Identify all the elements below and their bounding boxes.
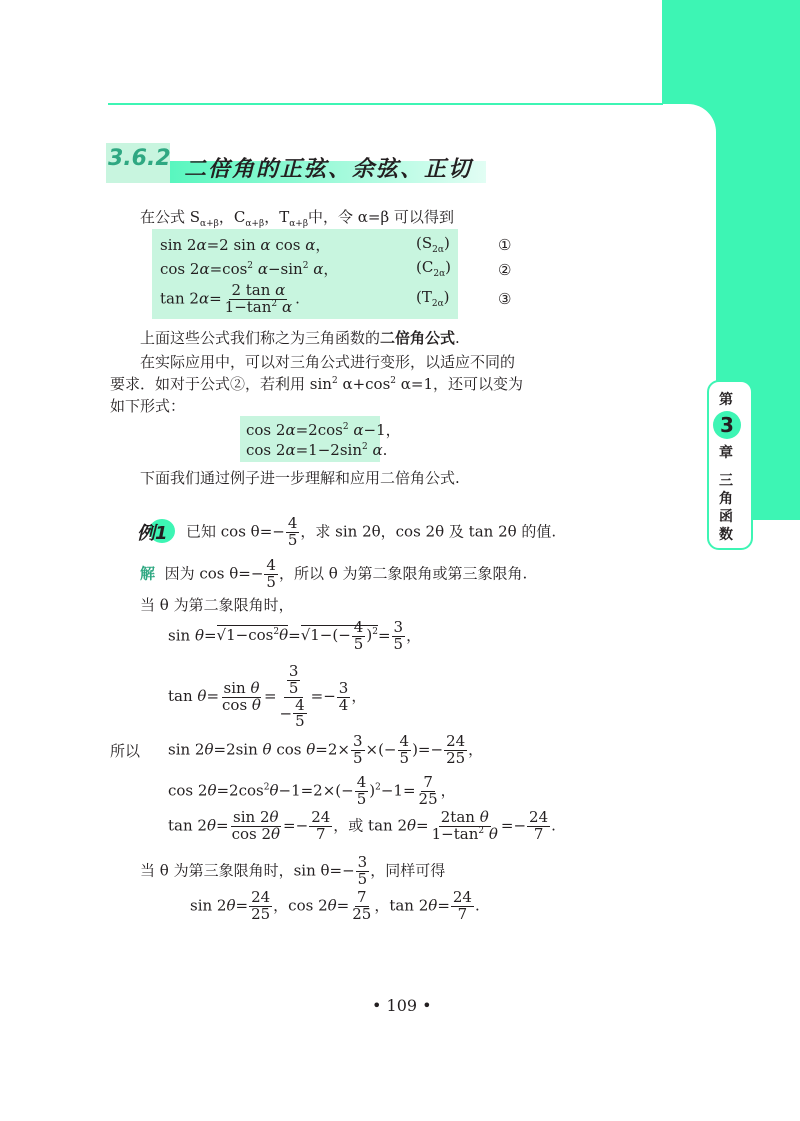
label-t-close: ) — [443, 288, 450, 306]
tan-theta-calc: tan θ= $\frac{\text{sin θ}}{\text{cos θ}}$ = $\frac{3}{5}$ − $\frac{4}{5}$ =− $\frac{3}{4}$ ， — [168, 662, 367, 731]
sol-line1-pre: 因为 cos θ=− — [164, 564, 264, 583]
intro-c-sub: α+β — [245, 219, 265, 229]
intro-prefix: 在公式 S — [140, 208, 201, 226]
example-text-post: ，求 sin 2θ，cos 2θ 及 tan 2θ 的值. — [300, 522, 557, 541]
page-number: • 109 • — [372, 996, 432, 1015]
case3-pre: 当 θ 为第三象限角时，sin θ=− — [140, 861, 355, 880]
p1-bold-term: 二倍角公式 — [380, 329, 456, 347]
paragraph-definition — [140, 327, 460, 348]
chapter-zhang: 章 — [719, 445, 733, 461]
solution-label: 解 — [140, 564, 156, 583]
p2-c: α=1，还可以变为 — [396, 375, 524, 393]
intro-c: ，C — [218, 208, 246, 226]
chapter-title-char-4: 数 — [719, 527, 733, 543]
paragraph-application-line1: 在实际应用中，可以对三角公式进行变形，以适应不同的 — [140, 353, 516, 371]
label-c-sub: 2α — [433, 269, 446, 279]
intro-suffix: 中，令 α=β 可以得到 — [308, 208, 454, 226]
formula-sin: sin 2α=2 sin α cos α， — [160, 236, 331, 254]
paragraph-application-line2 — [110, 373, 523, 394]
p2-b: α+cos — [337, 375, 391, 393]
label-s-close: ) — [443, 234, 450, 252]
p1-prefix: 上面这些公式我们称之为三角函数的 — [140, 329, 381, 347]
label-s: (S — [416, 234, 433, 252]
example-statement — [186, 516, 556, 549]
frac-4-5: $\frac{4}{5}$ — [287, 514, 298, 549]
formula-tan: tan 2α= $\frac{\text{2 tan α}}{1-\tan^2 \alpha}$ . — [160, 281, 300, 316]
example-badge: 例1 — [137, 523, 168, 544]
label-t-sub: 2α — [431, 299, 444, 309]
paragraph-application-line3: 如下形式： — [110, 397, 186, 415]
marker-2: ② — [498, 261, 512, 279]
label-c2a — [416, 258, 451, 279]
tan-2theta-calc: tan 2θ= $\frac{\sin 2\theta}{\cos 2\theta}$ =− $\frac{24}{7}$ ，或 tan 2θ= $\frac{\text{2tan θ}}{1-\tan^2 \theta}$ =− $\frac{24}{7}$ . — [168, 808, 556, 843]
sin-theta-calc: $\sin \theta=√1-\cos^2\theta=√1-(-$ $\frac{4}{5}$ )$^2$= $\frac{3}{5}$ ， — [168, 618, 422, 653]
marker-1: ① — [498, 236, 512, 254]
chapter-title-char-2: 角 — [719, 491, 733, 507]
chapter-title-char-1: 三 — [719, 473, 733, 489]
marker-3: ③ — [498, 290, 512, 308]
frac-4-5-b: $\frac{4}{5}$ — [266, 556, 276, 591]
paragraph-transition: 下面我们通过例子进一步理解和应用二倍角公式. — [140, 469, 460, 487]
label-s2a — [416, 234, 450, 255]
case-third-quadrant — [140, 855, 445, 888]
case-second-quadrant: 当 θ 为第二象限角时， — [140, 596, 294, 614]
top-rule — [108, 103, 663, 105]
chapter-title-char-3: 函 — [719, 509, 733, 525]
formula-cos: $\cos 2\alpha=\cos^2$ $\alpha-\sin^2$ α， — [160, 260, 339, 278]
third-quadrant-results: sin 2θ= $\frac{24}{25}$ ，cos 2θ= $\frac{7}{25}$ ，tan 2θ= $\frac{24}{7}$ . — [190, 888, 480, 923]
p2-a: 要求．如对于公式②，若利用 sin — [110, 375, 332, 393]
intro-t: ，T — [264, 208, 290, 226]
example-text-pre: 已知 cos θ=− — [186, 522, 285, 541]
p2-sup-b: 2 — [390, 376, 397, 386]
sin-2theta-calc: sin 2θ=2sin θ cos θ=2× $\frac{3}{5}$ ×(− $\frac{4}{5}$ )=− $\frac{24}{25}$ ， — [168, 732, 484, 767]
label-c-close: ) — [445, 258, 452, 276]
intro-line — [140, 206, 454, 229]
frac-3-5: $\frac{3}{5}$ — [357, 853, 368, 888]
label-s-sub: 2α — [432, 245, 444, 255]
case3-post: ，同样可得 — [370, 861, 446, 880]
chapter-di: 第 — [719, 392, 733, 408]
cos-2theta-calc: $\cos 2\theta=2\cos^2\theta-1=2\times(-$ $\frac{4}{5}$ )$^2$−1= $\frac{7}{25}$ ， — [168, 773, 456, 808]
section-title: 二倍角的正弦、余弦、正切 — [184, 157, 473, 182]
label-t: (T — [416, 288, 432, 306]
intro-t-sub: α+β — [289, 219, 309, 229]
chapter-number-badge: 3 — [713, 411, 741, 439]
intro-s-sub: α+β — [200, 219, 219, 229]
solution-line-1 — [140, 558, 527, 591]
label-t2a — [416, 288, 450, 309]
section-number: 3.6.2 — [108, 146, 171, 171]
p2-sup-a: 2 — [331, 376, 338, 386]
formula-cos-variant-1: $\cos 2\alpha=2\cos^2$ α−1， — [246, 421, 401, 439]
so-label: 所以 — [110, 742, 141, 760]
sol-line1-post: ，所以 θ 为第二象限角或第三象限角. — [278, 564, 528, 583]
p1-suffix: . — [455, 329, 460, 347]
formula-cos-variant-2: $\cos 2\alpha=1-2\sin^2$ α. — [246, 441, 388, 459]
label-c: (C — [416, 258, 434, 276]
